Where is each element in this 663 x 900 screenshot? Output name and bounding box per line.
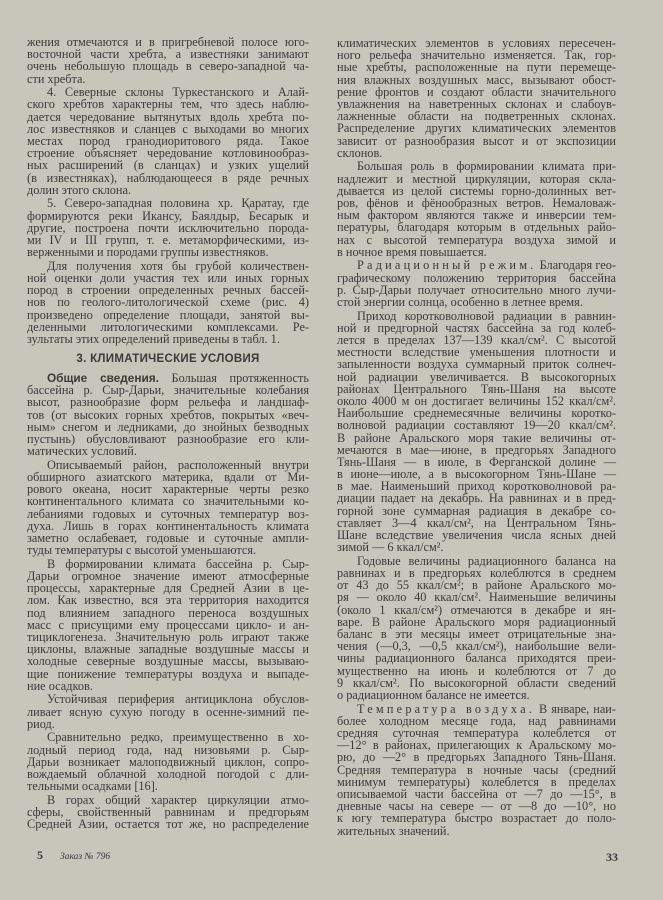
text-line: ные хребты, расположенные на пути перемеще- bbox=[337, 60, 616, 75]
text-line: 5. Северо-западная половина хр. Қаратау, где bbox=[47, 196, 309, 211]
text-line: рового океана, носит характерные черты резко bbox=[27, 482, 309, 497]
text-line: лодный период года, над низовьями р. Сыр- bbox=[27, 742, 309, 757]
text-line: очень небольшую площадь в северо-западной ча- bbox=[27, 59, 309, 74]
text-line: восточной части хребта, а известняки занимают bbox=[27, 47, 309, 62]
text-line: варе. В районе Аральского моря радиационный bbox=[337, 614, 616, 629]
text-line: ной радиации увеличивается. В высокогорных bbox=[337, 369, 616, 384]
printer-signature bbox=[37, 848, 110, 864]
text-line: Тянь-Шаня — в июле, в Ферганской долине — bbox=[337, 454, 616, 469]
text-line: Приход коротковолновой радиации в равнин- bbox=[357, 308, 616, 323]
text-line: В районе Аральского моря такие величины от- bbox=[337, 430, 616, 445]
text-line: обширного азиатского материка, вдали от Ми- bbox=[27, 470, 309, 484]
text-line: ров, фёнов и фёнообразных ветров. Немаловаж- bbox=[337, 195, 616, 210]
text-line: рю, до —2° в предгорьях Западного Тянь-Шаня. bbox=[337, 750, 616, 765]
text-line: Средней Азии, остается тот же, но распределение bbox=[27, 817, 309, 832]
paragraph bbox=[27, 693, 309, 730]
text-line: ми IV и III групп, т. е. метаморфическими, из- bbox=[27, 233, 309, 247]
text-line: ной и предгорной частях бассейна за год колеб- bbox=[337, 320, 616, 335]
text-line: жительных значений. bbox=[337, 823, 450, 838]
text-line: щие понижение температуры воздуха и выпаде- bbox=[27, 666, 309, 681]
page-number: 33 bbox=[606, 850, 618, 864]
text-line: тов (от высоких горных хребтов, покрытых «веч- bbox=[27, 407, 309, 422]
paragraph bbox=[337, 703, 616, 837]
text-line: около 4000 м он достигает величины 152 ккал/см². bbox=[337, 393, 616, 408]
text-line: ным фактором являются также и инверсии тем- bbox=[337, 208, 616, 223]
text-line: описываемой части бассейна от —7 до —15°, в bbox=[337, 786, 616, 801]
paragraph bbox=[27, 197, 309, 258]
text-line: чения (—0,3, —0,5 ккал/см²), наибольшие вели- bbox=[337, 639, 616, 654]
paragraph bbox=[27, 558, 309, 692]
signature-number: 5 bbox=[37, 848, 43, 862]
text-line: континентального климата со значительными ко- bbox=[27, 494, 309, 509]
paragraph bbox=[337, 310, 616, 554]
text-line: склонов. bbox=[337, 145, 383, 160]
text-line bbox=[337, 703, 616, 715]
text-line: матических условий. bbox=[27, 444, 137, 459]
text-line: (в известняках), наблюдающееся в ряде речных bbox=[27, 170, 309, 185]
text-line: В горах общий характер циркуляции атмо- bbox=[47, 792, 309, 807]
text-line: духа. Лишь в горах континентальность климата bbox=[27, 518, 309, 533]
text-line bbox=[337, 259, 616, 271]
text-line: строение объясняет чередование котловинообраз- bbox=[27, 146, 309, 161]
text-line: р. Сыр-Дарьи получает относительно много лучи- bbox=[337, 282, 616, 297]
text-line: климатических элементов в условиях пересечен- bbox=[337, 36, 616, 50]
text-line: к югу температура быстро возрастает до поло- bbox=[337, 811, 616, 826]
text-line: —12° в районах, прилегающих к Аральскому мо- bbox=[337, 738, 616, 753]
text-line: рение фронтов и создают области значительного bbox=[337, 84, 616, 99]
text-line: пературы, благодаря которым в отдельных райо- bbox=[337, 220, 616, 235]
text-line: масс с присущими ему процессами цикло- и ан- bbox=[27, 617, 309, 632]
right-column bbox=[337, 37, 616, 838]
text-line: лом. Как известно, вся эта территория находится bbox=[27, 593, 309, 608]
section-heading: 3. КЛИМАТИЧЕСКИЕ УСЛОВИЯ bbox=[76, 353, 260, 365]
text-line: мущественно на июнь и колеблются от 7 до bbox=[337, 663, 616, 678]
text-line: в ночное время повышается. bbox=[337, 244, 487, 259]
line-text: В январе, наи- bbox=[535, 701, 616, 716]
text-line: лебаниями годовых и суточных температур воз- bbox=[27, 506, 309, 521]
run-in-heading: Радиационный режим. bbox=[357, 258, 537, 273]
text-line: более холодном месяце года, над равнинами bbox=[337, 713, 616, 728]
paragraph bbox=[337, 555, 616, 701]
text-line: стой энергии солнца, особенно в летнее время. bbox=[337, 294, 583, 309]
text-line: мечаются в мае—июне, в предгорьях Западного bbox=[337, 442, 616, 457]
text-line: баланс в эти месяцы имеет отрицательные зна- bbox=[337, 627, 616, 641]
text-line: В формировании климата бассейна р. Сыр- bbox=[47, 556, 309, 571]
text-line: другие, построена почти исключительно порода- bbox=[27, 220, 309, 235]
text-line: (около 1 ккал/см²) отмечаются в декабре и ян- bbox=[337, 602, 616, 617]
text-line: Средняя температура в ночные часы (средний bbox=[337, 762, 616, 777]
text-line: бассейна р. Сыр-Дарьи, значительные колебания bbox=[27, 383, 309, 398]
text-line: нов по геолого-литологической схеме (рис. 4) bbox=[27, 295, 309, 310]
text-line: жения отмечаются и в пригребневой полосе юго- bbox=[27, 35, 309, 49]
text-line: Наибольшие среднемесячные величины коротко- bbox=[337, 406, 616, 421]
text-line: зависит от разнообразия высот и от экспозиции bbox=[337, 133, 616, 148]
text-line: 9 ккал/см². По высокогорной области сведений bbox=[337, 675, 616, 690]
text-line: сферы, свойственный равнинам и предгорьям bbox=[27, 805, 309, 820]
text-line: произведено определение площади, занятой вы- bbox=[27, 307, 309, 322]
paragraph bbox=[337, 259, 616, 308]
text-line: местности вследствие уменьшения плотности и bbox=[337, 345, 616, 360]
left-column-top bbox=[27, 36, 309, 347]
text-line: вождаемый облачной холодной погодой с дли- bbox=[27, 767, 309, 781]
text-line: местах пород гранодиоритового ряда. Такое bbox=[27, 134, 309, 148]
text-line: Годовые величины радиационного баланса на bbox=[357, 553, 616, 568]
text-line: 4. Северные склоны Туркестанского и Алай- bbox=[47, 85, 309, 100]
text-line: ных расширений (в сланцах) и узких ущелий bbox=[27, 158, 309, 173]
text-line: ского хребтов характерны тем, что здесь наблю- bbox=[27, 97, 309, 112]
paragraph bbox=[27, 794, 309, 831]
text-line: ние осадков. bbox=[27, 678, 93, 693]
text-line: формируются реки Икансу, Баялдыр, Бесарык и bbox=[27, 208, 309, 223]
text-line: горной зоне суммарная радиация в декабре со- bbox=[337, 503, 616, 518]
text-line: от 43 до 55 ккал/см²; в районе Аральского мо- bbox=[337, 578, 616, 593]
text-line: ливает ясную сухую погоду в осенне-зимний пе- bbox=[27, 704, 309, 719]
paragraph bbox=[27, 731, 309, 792]
text-line: минимум температуры) колеблется в пределах bbox=[337, 774, 616, 789]
text-line: Устойчивая периферия антициклона обуслов- bbox=[47, 692, 309, 707]
text-line: Дарьи огромное значение имеют атмосферные bbox=[27, 569, 309, 583]
run-in-heading: Общие сведения. bbox=[47, 371, 159, 385]
paragraph bbox=[337, 160, 616, 258]
line-text: Большая протяженность bbox=[158, 371, 309, 385]
text-line: зультаты этих определений приведены в табл. 1. bbox=[27, 332, 280, 346]
text-line: средняя суточная температура колеблется от bbox=[337, 726, 616, 740]
text-line: ря — около 40 ккал/см². Наименьшие величины bbox=[337, 590, 616, 605]
line-text: Благодаря гео- bbox=[536, 258, 616, 273]
text-line: районах Центрального Тянь-Шаня на высоте bbox=[337, 381, 616, 396]
text-line: Большая роль в формировании климата при- bbox=[357, 159, 616, 174]
text-line: Распределение других климатических элементов bbox=[337, 121, 616, 136]
text-line: под влиянием западного переноса воздушных bbox=[27, 605, 309, 620]
text-line: заметно ослабевает, годовые и суточные ампли- bbox=[27, 530, 309, 545]
text-line: нах с высотой температура воздуха зимой и bbox=[337, 232, 616, 247]
text-line: пустынь) обусловливают разнообразие его кли- bbox=[27, 431, 309, 446]
text-line: в мае. Наименьший приход коротковолновой ра- bbox=[337, 479, 616, 494]
text-line: дается чередование вытянутых вдоль хребта по- bbox=[27, 109, 309, 124]
text-line: процессы, характерные для Средней Азии в це- bbox=[27, 581, 309, 596]
text-line: равнинах и в предгорьях колеблются в среднем bbox=[337, 566, 616, 581]
text-line: дневные часы на севере — от —8 до —10°, но bbox=[337, 799, 616, 814]
text-line: пород в строении определенных речных бассей- bbox=[27, 283, 309, 298]
run-in-heading: Температура воздуха. bbox=[357, 701, 536, 716]
text-line: верженными и породами группы известняков. bbox=[27, 245, 269, 260]
text-line: волновой радиации составляют 19—20 ккал/см². bbox=[337, 418, 616, 433]
text-line: в июне—июле, а в высокогорном Тянь-Шане — bbox=[337, 467, 616, 482]
text-line: Описываемый район, расположенный внутри bbox=[47, 457, 309, 472]
paragraph bbox=[27, 86, 309, 196]
text-line: надлежит и местной циркуляции, которая скла- bbox=[337, 171, 616, 186]
paragraph bbox=[337, 37, 616, 159]
text-line: увлажнения на наветренных склонах и слабоув- bbox=[337, 96, 616, 111]
text-line: ного рельефа значительно изменяется. Так, гор- bbox=[337, 48, 616, 63]
text-line: холодные северные воздушные массы, вызываю- bbox=[27, 654, 309, 669]
text-line: запыленности воздуха суммарный приток солнеч- bbox=[337, 357, 616, 372]
paragraph bbox=[27, 260, 309, 345]
text-line: тициклогенеза. Значительную роль играют также bbox=[27, 629, 309, 644]
paragraph bbox=[27, 372, 309, 457]
text-line: лется в пределах 137—139 ккал/см². С высотой bbox=[337, 333, 616, 347]
text-line: долин этого склона. bbox=[27, 182, 132, 197]
text-line: диации падает на декабрь. На равнинах и в пред- bbox=[337, 491, 616, 506]
paragraph bbox=[27, 459, 309, 557]
text-line: дывается из целой системы горно-долинных вет- bbox=[337, 183, 616, 198]
text-line: риод. bbox=[27, 716, 55, 731]
text-line: Дарьи возникает малоподвижный циклон, сопро- bbox=[27, 754, 309, 769]
text-line: зимой — 6 ккал/см². bbox=[337, 540, 444, 555]
text-line: чины радиационного баланса приходятся преи- bbox=[337, 651, 616, 666]
text-line: лос известняков и сланцев с выходами во многих bbox=[27, 121, 309, 136]
text-line: туды температуры с высотой уменьшаются. bbox=[27, 543, 257, 558]
text-line: ным» снегом и ледниками, до знойных безводных bbox=[27, 419, 309, 434]
text-line: высот, разнообразие форм рельефа и ландшаф- bbox=[27, 395, 309, 410]
left-column-bottom bbox=[27, 372, 309, 832]
text-line: Сравнительно редко, преимущественно в хо- bbox=[47, 730, 309, 745]
text-line: тельными осадками [16]. bbox=[27, 779, 158, 794]
paragraph bbox=[27, 36, 309, 85]
text-line: ставляет 3—4 ккал/см², на Центральном Тянь- bbox=[337, 515, 616, 530]
text-line: о радиационном балансе не имеется. bbox=[337, 687, 530, 702]
text-line: графическому положению территория бассейна bbox=[337, 270, 616, 285]
text-line: ной оценки доли участия тех или иных горных bbox=[27, 271, 309, 286]
text-line: Для получения хотя бы грубой количествен- bbox=[47, 258, 309, 273]
text-line: ния влажных воздушных масс, вызывают обост- bbox=[337, 72, 616, 87]
order-number: Заказ № 796 bbox=[60, 852, 111, 862]
text-line: сти хребта. bbox=[27, 71, 86, 86]
text-line: циклоны, влажные западные воздушные массы и bbox=[27, 642, 309, 657]
text-line: Шане вследствие увеличения числа ясных дней bbox=[337, 528, 616, 542]
text-line: деленными литологическими комплексами. Ре- bbox=[27, 319, 309, 334]
text-line: лажненные области на подветренных склонах. bbox=[337, 109, 616, 124]
